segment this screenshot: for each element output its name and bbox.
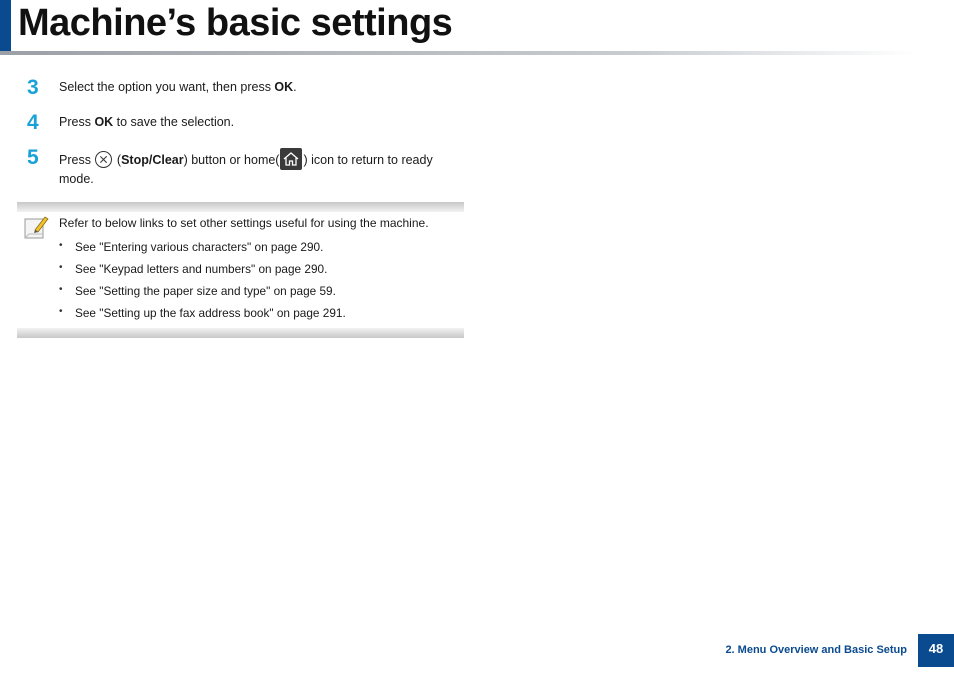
list-item[interactable]: • See "Entering various characters" on page 290. bbox=[59, 240, 346, 262]
page-title: Machine’s basic settings bbox=[18, 2, 453, 44]
title-accent-bar bbox=[0, 0, 11, 52]
note-top-border bbox=[17, 202, 464, 212]
step-text: Press OK to save the selection. bbox=[59, 115, 235, 129]
title-divider bbox=[0, 51, 915, 55]
list-item[interactable]: • See "Setting up the fax address book" on page 291. bbox=[59, 306, 346, 328]
stop-clear-icon bbox=[95, 151, 112, 168]
step-number: 3 bbox=[27, 76, 39, 99]
step-number: 5 bbox=[27, 146, 39, 169]
note-intro: Refer to below links to set other settings useful for using the machine. bbox=[59, 216, 429, 230]
page-number: 48 bbox=[918, 634, 954, 667]
note-pencil-icon bbox=[23, 214, 49, 240]
note-link-list bbox=[59, 240, 346, 328]
ok-key-label: OK bbox=[94, 115, 114, 129]
home-icon bbox=[280, 148, 302, 170]
step-text: Press (Stop/Clear) button or home( ) icon to return to ready mode. bbox=[59, 148, 459, 188]
stop-clear-label: Stop/Clear bbox=[121, 153, 184, 167]
step-text: Select the option you want, then press OK. bbox=[59, 80, 297, 94]
footer-section-title: 2. Menu Overview and Basic Setup bbox=[725, 644, 907, 656]
list-item[interactable]: • See "Keypad letters and numbers" on page 290. bbox=[59, 262, 346, 284]
note-bottom-border bbox=[17, 328, 464, 338]
note-box bbox=[17, 202, 464, 338]
step-number: 4 bbox=[27, 111, 39, 134]
list-item[interactable]: • See "Setting the paper size and type" on page 59. bbox=[59, 284, 346, 306]
ok-key-label: OK bbox=[274, 80, 294, 94]
